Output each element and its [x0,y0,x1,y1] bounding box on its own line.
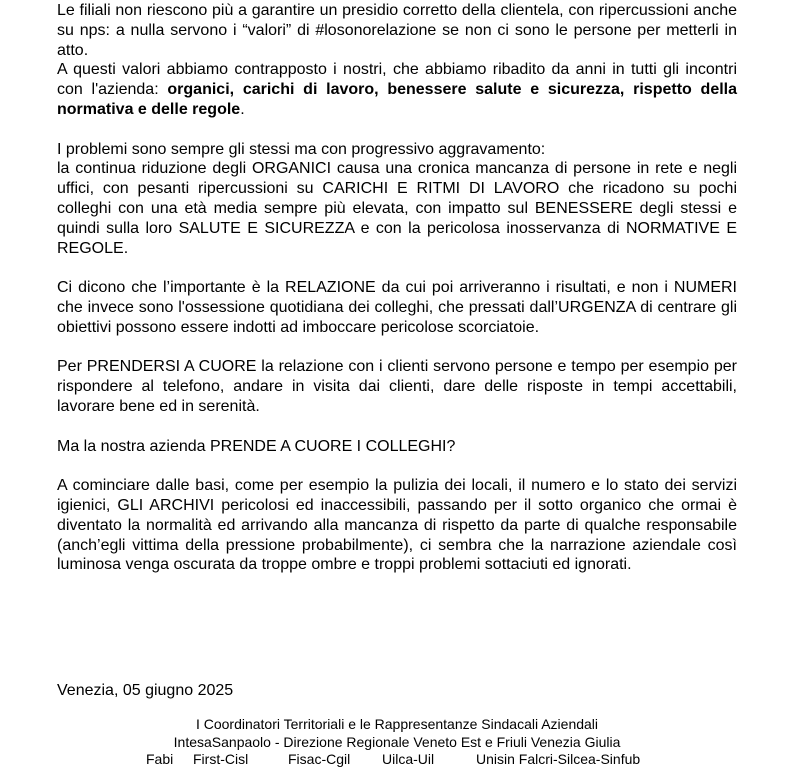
spacer [57,338,737,358]
paragraph-6: Ma la nostra azienda PRENDE A CUORE I COLLEGHI? [57,437,456,455]
paragraph-7: A cominciare dalle basi, come per esempio la pulizia dei locali, il numero e lo stato dei servizi igienici, GLI ARCHIVI pericolosi ed inaccessibili, passando per il sotto organico che ormai è diventato la normalità ed arrivando alla mancanza di rispetto da parte di qualche responsabile (anch’egli vittima della pressione probabilmente), ci sembra che la narrazione aziendale così luminosa venga oscurata da troppe ombre e troppi problemi sottaciuti ed ignorati. [57,477,737,574]
document-body [57,0,737,575]
paragraph-2-end: . [240,100,245,118]
spacer [57,456,737,476]
union-fabi: Fabi [146,751,174,767]
paragraph-4: Ci dicono che l’importante è la RELAZIONE da cui poi arriveranno i risultati, e non i NUMERI che invece sono l'ossessione quotidiana dei colleghi, che pressati dall’URGENZA di centrare gli obiettivi possono essere indotti ad imboccare pericolose scorciatoie. [57,279,737,336]
paragraph-2 [57,60,737,119]
union-uilca-uil: Uilca-Uil [382,751,435,767]
paragraph-3-intro: I problemi sono sempre gli stessi ma con progressivo aggravamento: [57,140,546,158]
signature-line-2: IntesaSanpaolo - Direzione Regionale Veneto Est e Friuli Venezia Giulia [173,733,621,750]
union-first-cisl: First-Cisl [193,751,249,767]
signature-block [0,716,794,751]
union-unisin: Unisin Falcri-Silcea-Sinfub [476,751,641,767]
paragraph-2-bold: organici, carichi di lavoro, benessere salute e sicurezza, rispetto della normativa e delle regole [57,81,738,118]
paragraph-3-body: la continua riduzione degli ORGANICI causa una cronica mancanza di persone in rete e negli uffici, con pesanti ripercussioni su CARICHI E RITMI DI LAVORO che ricadono su pochi colleghi con una età media sempre più elevata, con impatto sul BENESSERE degli stessi e quindi sulla loro SALUTE E SICUREZZA e con la pericolosa inosservanza di NORMATIVE E REGOLE. [57,160,737,257]
spacer [57,417,737,437]
paragraph-5: Per PRENDERSI A CUORE la relazione con i clienti servono persone e tempo per esempio per rispondere al telefono, andare in visita dai clienti, dare delle risposte in tempi accettabili, lavorare bene ed in serenità. [57,358,737,415]
spacer [57,258,737,278]
spacer [57,120,737,140]
union-fisac-cgil: Fisac-Cgil [288,751,351,767]
signature-line-1: I Coordinatori Territoriali e le Rappresentanze Sindacali Aziendali [195,716,599,732]
paragraph-1: Le filiali non riescono più a garantire un presidio corretto della clientela, con ripercussioni anche su nps: a nulla servono i “valori” di #losonorelazione se non ci sono le persone per metterli in atto. [57,2,737,59]
date-line: Venezia, 05 giugno 2025 [57,682,234,699]
paragraph-2-text: A questi valori abbiamo contrapposto i nostri, che abbiamo ribadito da anni in tutti gli incontri con l'azienda: [57,61,737,99]
